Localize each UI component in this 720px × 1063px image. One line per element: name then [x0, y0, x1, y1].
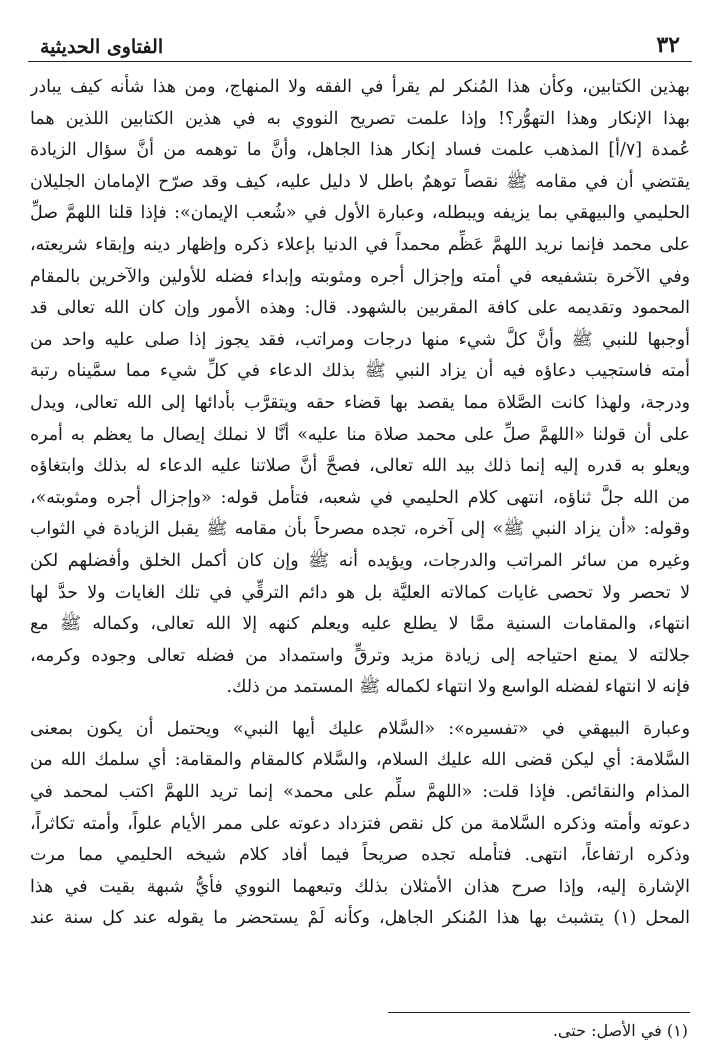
text-line: على محمد فإنما نريد اللهمَّ عَظِّم محمداً في الدنيا بإعلاء ذكره وإظهار دينه وإبقاء شريعته، [30, 234, 690, 255]
text-line: بهذين الكتابين، وكأن هذا المُنكر لم يقرأ في الفقه ولا المنهاج، ومن هذا شأنه كيف يبادر [30, 77, 690, 97]
text-line: انتهاء، والمقامات السنية ممَّا لا يطلع عليه ويعلم كنهه إلا الله تعالى، وكماله ﷺ مع [30, 614, 690, 635]
text-line: وفي الآخرة بتشفيعه في أمته وإجزال أجره ومثوبته وإبداء فضله للأولين والآخرين بالمقام [30, 266, 690, 287]
text-line: بهذا الإنكار وهذا التهوُّر؟! وإذا علمت تصريح النووي به في هذين الكتابين اللذين هما [30, 108, 690, 129]
text-line: يقتضي أن في مقامه ﷺ نقصاً توهمٌ باطل لا دليل عليه، كيف وقد صرّح الإمامان الجليلان [30, 171, 690, 192]
text-line: وعبارة البيهقي في «تفسيره»: «السَّلام عليك أيها النبي» ويحتمل أن يكون بمعنى [30, 718, 690, 739]
text-line: الإشارة إليه، وإذا صرح هذان الأمثلان بذلك وتبعهما النووي فأيُّ شبهة بقيت في هذا [30, 876, 690, 897]
text-line: ودرجة، ولهذا كانت الصَّلاة مما يقصد بها قضاء حقه ويتقرَّب بأدائها إلى الله تعالى، ويدل [30, 392, 690, 413]
text-line: أوجبها للنبي ﷺ وأنَّ كلَّ شيء منها درجات ومراتب، فقد يجوز إذا صلى عليه واحد من [30, 329, 690, 350]
text-line: وقوله: «أن يزاد النبي ﷺ» إلى آخره، تجده مصرحاً بأن مقامه ﷺ يقبل الزيادة في الثواب [30, 519, 690, 540]
page-header [40, 30, 680, 58]
footnote [553, 1020, 688, 1042]
text-line: وذكره ارتفاعاً، انتهى. فتأمله تجده صريحاً فيما أفاد كلام شيخه الحليمي مما مرت [30, 845, 690, 866]
text-line: المحل (١) يتشبث بها هذا المُنكر الجاهل، وكأنه لَمْ يستحضر ما يقوله عند كل سنة عند [30, 908, 690, 929]
paragraph-gap [30, 704, 690, 714]
text-line: المحمود وتقديمه على كافة المقربين بالشهود. قال: وهذه الأمور وإن كان الله تعالى قد [30, 298, 690, 319]
text-line: الحليمي والبيهقي بما يزيفه ويبطله، وعبارة الأول في «شُعب الإيمان»: فإذا قلنا اللهمَّ صلِّ [30, 203, 690, 224]
text-line: السَّلامة: أي ليكن قضى الله عليك السلام، والسَّلام كالمقام والمقامة: أي سلمك الله من [30, 750, 690, 771]
text-line: ويعلو به قدره إليه إنما ذلك بيد الله تعالى، فصحَّ أنَّ صلاتنا عليه الدعاء له بذلك وابتغاؤه [30, 456, 690, 477]
page-number: ٣٢ [656, 32, 680, 58]
text-line: جلالته لا يمنع احتياجه إلى زيادة مزيد وترقٍّ واستمداد من فضله تعالى وجوده وكرمه، [30, 645, 690, 666]
footnote-text: في الأصل: حتى. [552, 1021, 662, 1040]
body-text [30, 72, 690, 935]
paragraph-end-line: فإنه لا انتهاء لفضله الواسع ولا انتهاء لكماله ﷺ المستمد من ذلك. [226, 677, 690, 698]
footnote-rule [388, 1012, 690, 1013]
text-line: على أن قولنا «اللهمَّ صلِّ على محمد صلاة منا عليه» أنَّا لا نملك إيصال ما يعظم به أمره [30, 424, 690, 445]
text-line: دعوته وأمته وذكره السَّلامة من كل نقص فتزداد دعوته على ممر الأيام علواً، وأمته تكاثراً، [30, 813, 690, 834]
running-title: الفتاوى الحديثية [40, 36, 164, 58]
footnote-marker: (١) [666, 1021, 688, 1040]
text-line: لا تحصر ولا تحصى غايات كمالاته العليَّة بل هو دائم الترقِّي في تلك الغايات ولا حدَّ لها [30, 582, 690, 603]
header-rule [28, 61, 692, 62]
text-line: وغيره من سائر المراتب والدرجات، ويؤيده أنه ﷺ وإن كان أكمل الخلق وأفضلهم لكن [30, 550, 690, 571]
text-line: من الله جلَّ ثناؤه، انتهى كلام الحليمي في شعبه، فتأمل قوله: «وإجزال أجره ومثوبته»، [30, 487, 690, 508]
text-line: المذام والنقائص. فإذا قلت: «اللهمَّ سلِّم على محمد» إنما تريد اللهمَّ اكتب لمحمد في [30, 782, 690, 803]
text-line: أمته فاستجيب دعاؤه فيه أن يزاد النبي ﷺ بذلك الدعاء في كلِّ شيء مما سمَّيناه رتبة [30, 361, 690, 382]
text-line: عُمدة [٧/أ] المذهب علمت فساد إنكار هذا الجاهل، وأنَّ ما توهمه من أنَّ سؤال الزيادة [30, 140, 690, 161]
